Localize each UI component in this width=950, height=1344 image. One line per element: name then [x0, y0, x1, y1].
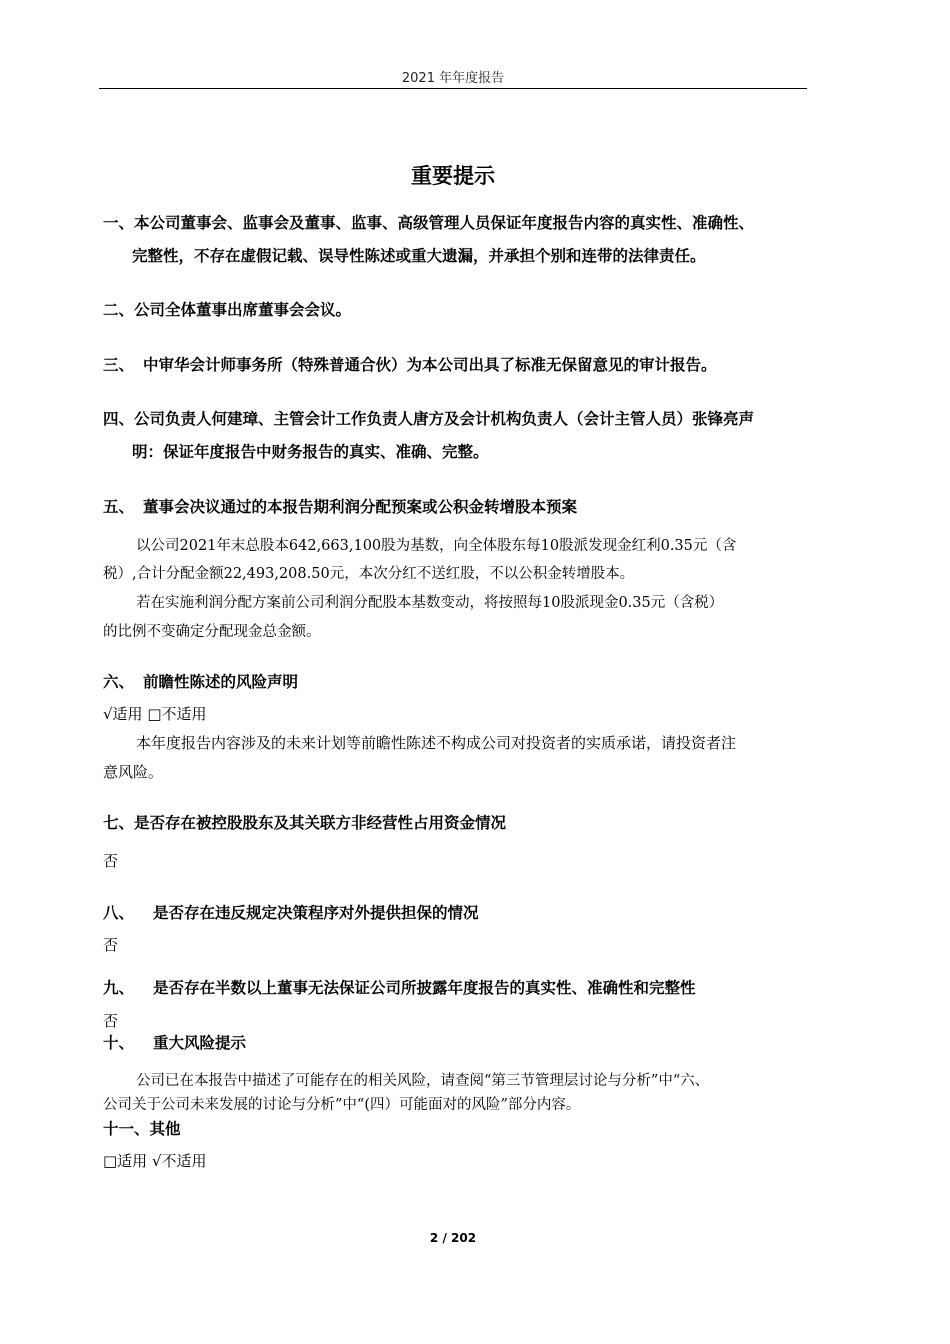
section-number: 十、	[103, 1034, 135, 1052]
section-number: 七、	[103, 814, 135, 832]
section-number: 八、	[103, 904, 135, 922]
section-2-heading	[103, 298, 351, 320]
section-text: 中审华会计师事务所（特殊普通合伙）为本公司出具了标准无保留意见的审计报告。	[143, 356, 717, 374]
section-number: 十一、	[103, 1120, 150, 1138]
section-title: 董事会决议通过的本报告期利润分配预案或公积金转增股本预案	[143, 498, 578, 516]
section-1-continuation: 完整性，不存在虚假记载、误导性陈述或重大遗漏，并承担个别和连带的法律责任。	[132, 247, 706, 265]
dividend-paragraph-line: 若在实施利润分配方案前公司利润分配股本基数变动，将按照每10股派现金0.35元（含税）	[136, 595, 724, 611]
section-10-heading	[103, 1031, 246, 1053]
section-6-heading	[103, 670, 298, 692]
section-title: 重大风险提示	[153, 1034, 247, 1052]
section-number: 五、	[103, 498, 135, 516]
section-number: 六、	[103, 673, 135, 691]
section-9-heading	[103, 976, 696, 998]
section-number: 二、	[103, 301, 135, 319]
section-8-answer: 否	[103, 936, 119, 954]
header-divider	[99, 88, 807, 89]
section-9-answer: 否	[103, 1012, 119, 1030]
section-7-answer: 否	[103, 852, 119, 870]
dividend-paragraph-line: 的比例不变确定分配现金总金额。	[103, 624, 321, 640]
section-8-heading	[103, 901, 479, 923]
section-title: 其他	[149, 1120, 181, 1138]
section-text: 本公司董事会、监事会及董事、监事、高级管理人员保证年度报告内容的真实性、准确性、	[134, 214, 755, 232]
section-text: 公司负责人何建璋、主管会计工作负责人唐方及会计机构负责人（会计主管人员）张锋亮声	[134, 410, 755, 428]
applicability-options: □适用 √不适用	[103, 1152, 207, 1170]
section-text: 公司全体董事出席董事会会议。	[134, 301, 352, 319]
risk-notice-line: 公司关于公司未来发展的讨论与分析”中“(四）可能面对的风险”部分内容。	[103, 1097, 581, 1113]
page-title: 重要提示	[411, 164, 495, 188]
applicability-options: √适用 □不适用	[103, 705, 207, 723]
section-1-heading	[103, 211, 754, 233]
dividend-paragraph-line: 税）,合计分配金额22,493,208.50元，本次分红不送红股，不以公积金转增股本。	[103, 566, 635, 582]
section-4-heading	[103, 407, 754, 429]
section-11-heading	[103, 1117, 181, 1139]
risk-statement-line: 本年度报告内容涉及的未来计划等前瞻性陈述不构成公司对投资者的实质承诺，请投资者注	[136, 734, 737, 752]
section-title: 是否存在违反规定决策程序对外提供担保的情况	[153, 904, 479, 922]
section-3-heading	[103, 353, 717, 375]
page-number: 2 / 202	[429, 1231, 477, 1245]
dividend-paragraph-line: 以公司2021年末总股本642,663,100股为基数，向全体股东每10股派发现金红利0.35元（含	[136, 538, 737, 554]
section-title: 是否存在半数以上董事无法保证公司所披露年度报告的真实性、准确性和完整性	[153, 979, 696, 997]
section-number: 三、	[103, 356, 135, 374]
section-5-heading	[103, 495, 577, 517]
risk-notice-line: 公司已在本报告中描述了可能存在的相关风险，请查阅“第三节管理层讨论与分析”中“六、	[136, 1073, 710, 1089]
section-number: 四、	[103, 410, 135, 428]
section-7-heading	[103, 811, 506, 833]
section-4-continuation: 明：保证年度报告中财务报告的真实、准确、完整。	[132, 443, 489, 461]
risk-statement-line: 意风险。	[103, 763, 164, 781]
section-title: 是否存在被控股股东及其关联方非经营性占用资金情况	[134, 814, 507, 832]
section-number: 九、	[103, 979, 135, 997]
section-number: 一、	[103, 214, 135, 232]
page-header: 2021 年年度报告	[401, 71, 505, 86]
section-title: 前瞻性陈述的风险声明	[143, 673, 299, 691]
